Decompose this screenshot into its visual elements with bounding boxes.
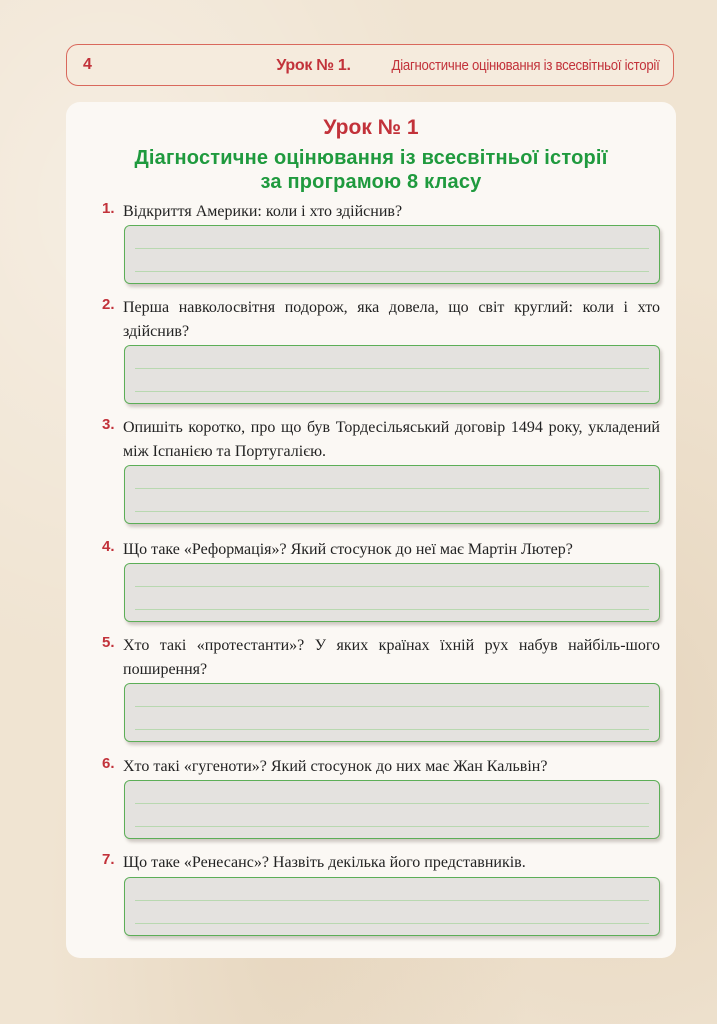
answer-box[interactable]: [124, 465, 660, 524]
answer-line: [135, 609, 649, 610]
question-text: Відкриття Америки: коли і хто здійснив?: [123, 203, 403, 220]
answer-line: [135, 923, 649, 924]
lesson-subtitle-line2: за програмою 8 класу: [260, 171, 482, 193]
question-text: Перша навколосвітня подорож, яка довела, що світ круглий: коли і хто здійснив?: [123, 299, 660, 340]
answer-line: [135, 803, 649, 804]
answer-box[interactable]: [124, 563, 660, 622]
running-head-lesson: Урок № 1.: [276, 57, 351, 74]
answer-box[interactable]: [124, 345, 660, 404]
answer-line: [135, 271, 649, 272]
question-number: 4.: [102, 538, 115, 555]
question-text: Хто такі «гугеноти»? Який стосунок до них має Жан Кальвін?: [123, 758, 548, 775]
running-head-title: [276, 57, 659, 75]
running-head-topic: Діагностичне оцінювання із всесвітньої історії: [391, 57, 659, 74]
question-number: 3.: [102, 416, 115, 433]
page-number: 4: [83, 56, 92, 73]
answer-box[interactable]: [124, 683, 660, 742]
answer-line: [135, 368, 649, 369]
answer-line: [135, 248, 649, 249]
answer-line: [135, 900, 649, 901]
lesson-title: Урок № 1: [323, 116, 419, 139]
running-header: [66, 44, 674, 86]
question-number: 5.: [102, 634, 115, 651]
content-card: [66, 102, 676, 958]
question-number: 6.: [102, 755, 115, 772]
answer-line: [135, 511, 649, 512]
question-text: Що таке «Ренесанс»? Назвіть декілька його представників.: [123, 854, 526, 871]
answer-box[interactable]: [124, 225, 660, 284]
answer-line: [135, 488, 649, 489]
question-text: Хто такі «протестанти»? У яких країнах їхній рух набув найбіль-шого поширення?: [123, 637, 660, 678]
answer-line: [135, 826, 649, 827]
answer-box[interactable]: [124, 877, 660, 936]
answer-line: [135, 586, 649, 587]
question-text: Опишіть коротко, про що був Тордесільяський договір 1494 року, укладений між Іспанією та Португалією.: [123, 419, 660, 460]
answer-line: [135, 729, 649, 730]
question-number: 1.: [102, 200, 115, 217]
question-number: 2.: [102, 296, 115, 313]
answer-box[interactable]: [124, 780, 660, 839]
answer-line: [135, 706, 649, 707]
lesson-subtitle-line1: Діагностичне оцінювання із всесвітньої історії: [134, 147, 608, 169]
question-text: Що таке «Реформація»? Який стосунок до неї має Мартін Лютер?: [123, 541, 573, 558]
question-number: 7.: [102, 851, 115, 868]
answer-line: [135, 391, 649, 392]
